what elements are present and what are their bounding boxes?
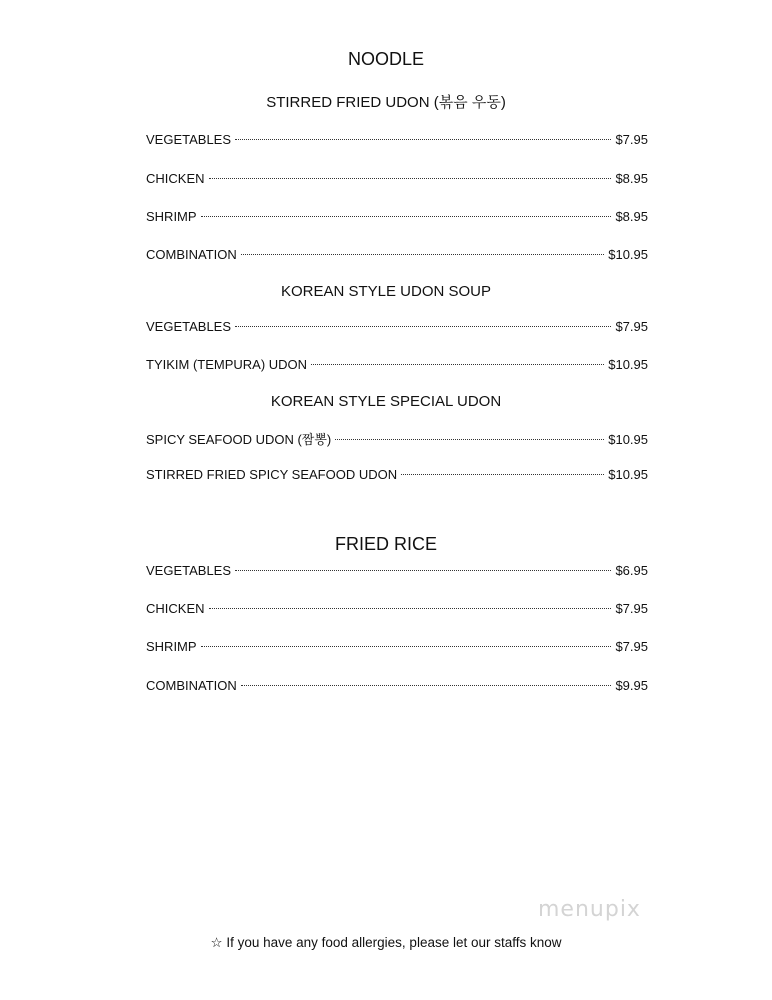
menu-item xyxy=(146,209,648,229)
menu-item-name: SHRIMP xyxy=(146,639,197,654)
dot-leader xyxy=(209,608,612,609)
menu-item-price: $10.95 xyxy=(608,432,648,447)
allergy-note: ☆ If you have any food allergies, please let our staffs know xyxy=(210,935,562,950)
special-udon-heading: KOREAN STYLE SPECIAL UDON xyxy=(270,393,502,410)
dot-leader xyxy=(235,570,611,571)
menu-item-price: $8.95 xyxy=(615,209,648,224)
menu-item-name: VEGETABLES xyxy=(146,563,232,578)
menu-item xyxy=(146,639,648,659)
udon-soup-heading: KOREAN STYLE UDON SOUP xyxy=(280,283,492,300)
menu-item xyxy=(146,678,648,698)
menu-item xyxy=(146,132,648,152)
dot-leader xyxy=(201,216,612,217)
noodle-heading: NOODLE xyxy=(347,49,425,69)
menu-item xyxy=(146,247,648,267)
menu-item-price: $10.95 xyxy=(608,357,648,372)
menu-item-name: CHICKEN xyxy=(146,171,205,186)
menu-item-name: STIRRED FRIED SPICY SEAFOOD UDON xyxy=(146,467,398,482)
menu-item-name: COMBINATION xyxy=(146,247,237,262)
menu-item xyxy=(146,429,648,449)
menu-item xyxy=(146,563,648,583)
menu-item-price: $10.95 xyxy=(608,467,648,482)
menu-item-name: TYIKIM (TEMPURA) UDON xyxy=(146,357,308,372)
dot-leader xyxy=(335,439,604,440)
menu-item-price: $10.95 xyxy=(608,247,648,262)
dot-leader xyxy=(235,326,611,327)
dot-leader xyxy=(241,685,612,686)
menu-item xyxy=(146,467,648,487)
menu-item xyxy=(146,319,648,339)
menu-item-price: $7.95 xyxy=(615,319,648,334)
stir-fried-udon-heading: STIRRED FRIED UDON (볶음 우동) xyxy=(266,94,506,111)
menu-item-name: CHICKEN xyxy=(146,601,205,616)
dot-leader xyxy=(235,139,611,140)
dot-leader xyxy=(209,178,612,179)
menu-item-price: $9.95 xyxy=(615,678,648,693)
dot-leader xyxy=(201,646,612,647)
dot-leader xyxy=(241,254,604,255)
menu-item-price: $8.95 xyxy=(615,171,648,186)
menu-item-name: VEGETABLES xyxy=(146,319,232,334)
menupix-watermark: menupix xyxy=(538,897,641,922)
menu-item-price: $7.95 xyxy=(615,132,648,147)
menu-item-price: $7.95 xyxy=(615,601,648,616)
menu-item xyxy=(146,357,648,377)
menu-item-name: VEGETABLES xyxy=(146,132,232,147)
menu-item-name: SPICY SEAFOOD UDON (짬뽕) xyxy=(146,432,332,447)
menu-item-name: COMBINATION xyxy=(146,678,237,693)
dot-leader xyxy=(311,364,604,365)
menu-item-price: $7.95 xyxy=(615,639,648,654)
menu-item xyxy=(146,601,648,621)
menu-item xyxy=(146,171,648,191)
fried-rice-heading: FRIED RICE xyxy=(334,534,437,554)
menu-item-price: $6.95 xyxy=(615,563,648,578)
menu-item-name: SHRIMP xyxy=(146,209,197,224)
dot-leader xyxy=(401,474,604,475)
